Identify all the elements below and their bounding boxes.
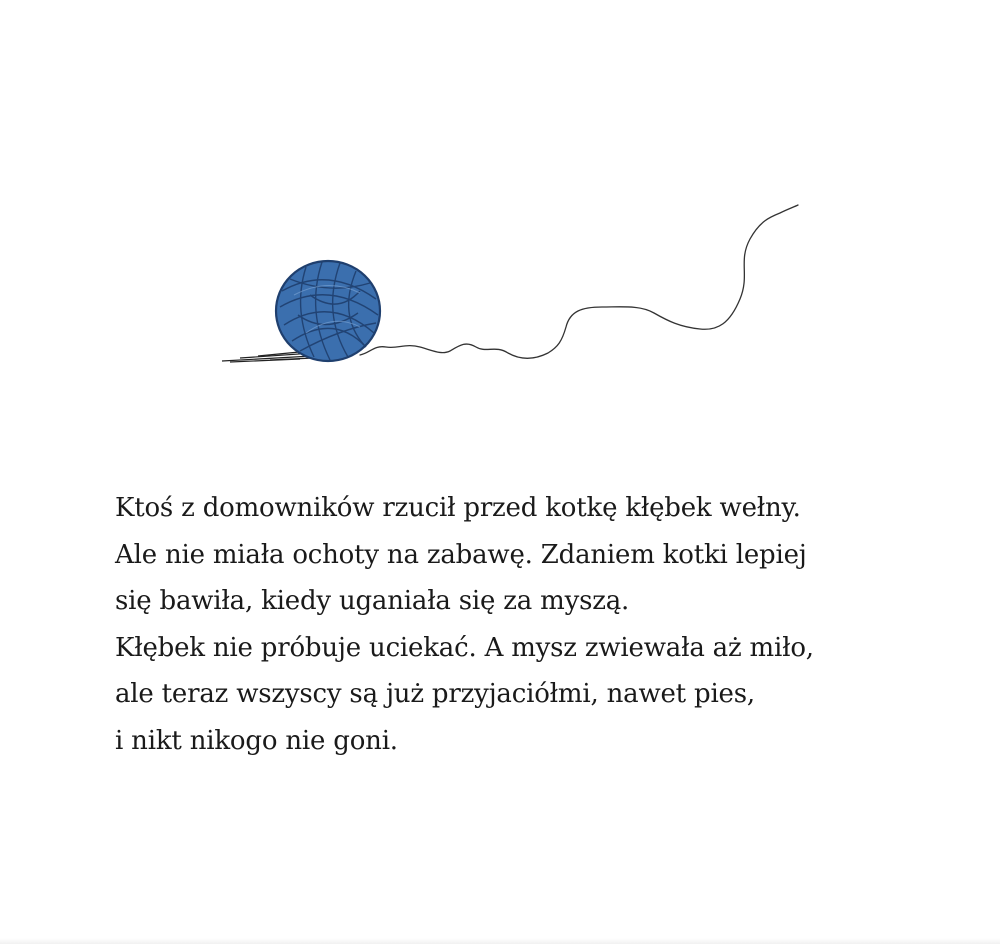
story-line: Kłębek nie próbuje uciekać. A mysz zwiewała aż miło, xyxy=(115,632,814,663)
story-text xyxy=(115,485,935,764)
story-line: ale teraz wszyscy są już przyjaciółmi, nawet pies, xyxy=(115,679,755,709)
story-line: Ale nie miała ochoty na zabawę. Zdaniem kotki lepiej xyxy=(115,539,807,570)
story-line: Ktoś z domowników rzucił przed kotkę kłębek wełny. xyxy=(115,493,801,523)
yarn-ball xyxy=(276,261,380,361)
yarn-thread xyxy=(360,205,798,358)
yarn-ball-illustration xyxy=(210,195,820,380)
story-line: się bawiła, kiedy uganiała się za myszą. xyxy=(115,586,630,616)
page-bottom-edge xyxy=(0,938,1000,944)
story-line: i nikt nikogo nie goni. xyxy=(115,725,398,756)
